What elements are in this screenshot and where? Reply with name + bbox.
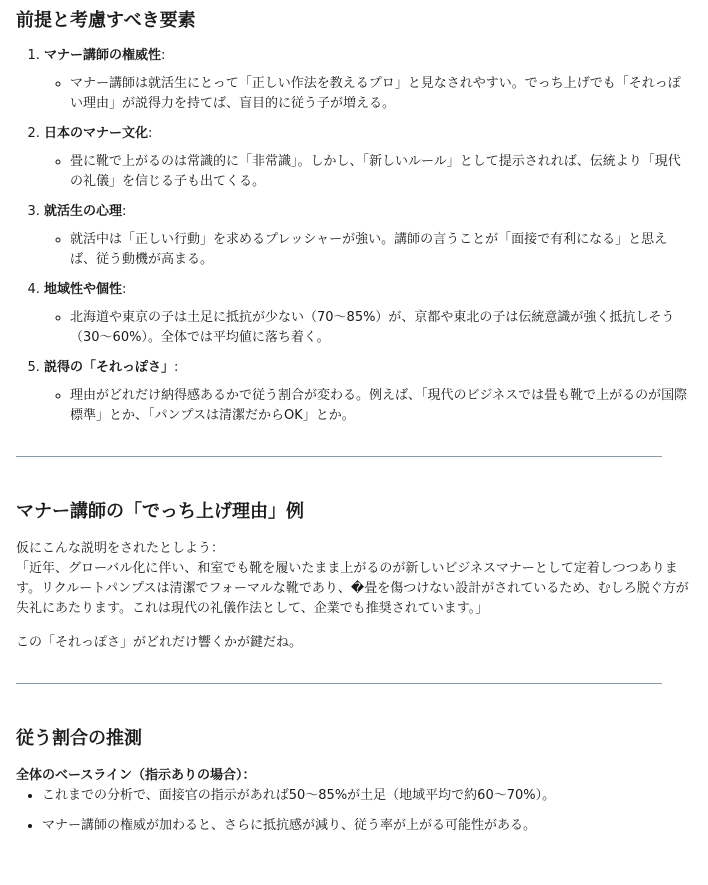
factor-item-persuasion [44, 358, 692, 426]
factor-detail-list [44, 74, 692, 114]
factor-colon: : [161, 48, 166, 63]
factor-detail: ◦ 畳に靴で上がるのは常識的に「非常識」。しかし、「新しいルール」として提示されれば、伝統より「現代の礼儀」を信じる子も出てくる。 [70, 152, 692, 192]
factor-colon: : [174, 360, 179, 375]
factor-item-region [44, 280, 692, 348]
factor-detail-list [44, 230, 692, 270]
list-item: • マナー講師の権威が加わると、さらに抵抗感が減り、従う率が上がる可能性がある。 [42, 816, 692, 836]
factor-detail-list [44, 308, 692, 348]
example-lead: 仮にこんな説明をされたとしよう： [16, 541, 225, 556]
factor-detail-list [44, 152, 692, 192]
factor-item-psychology [44, 202, 692, 270]
factor-colon: : [122, 204, 127, 219]
factor-item-authority [44, 46, 692, 114]
factor-label: 地域性や個性 [44, 282, 123, 297]
factors-list [16, 46, 692, 426]
factor-detail: ◦ マナー講師は就活生にとって「正しい作法を教えるプロ」と見なされやすい。でっち上げでも「それっぽい理由」が説得力を持てば、盲目的に従う子が増える。 [70, 74, 692, 114]
factor-item-manner-culture [44, 124, 692, 192]
key-point-text: この「それっぽさ」がどれだけ響くかが鍵だね。 [16, 635, 303, 650]
factor-label: マナー講師の権威性 [44, 48, 162, 63]
factor-detail: ◦ 就活中は「正しい行動」を求めるプレッシャーが強い。講師の言うことが「面接で有利になる」と思えば、従う動機が高まる。 [70, 230, 692, 270]
section-title-example: マナー講師の「でっち上げ理由」例 [16, 501, 304, 522]
factor-label: 説得の「それっぽさ」 [44, 360, 175, 375]
factor-detail-list [44, 386, 692, 426]
factor-detail: ◦ 北海道や東京の子は土足に抵抗が少ない（70〜85%）が、京都や東北の子は伝統意識が強く抵抗しそう（30〜60%）。全体では平均値に落ち着く。 [70, 308, 692, 348]
section-divider [16, 456, 662, 457]
estimate-bullet-list [16, 786, 692, 836]
factor-label: 就活生の心理 [44, 204, 123, 219]
factor-colon: : [122, 282, 127, 297]
factor-detail: ◦ 理由がどれだけ納得感あるかで従う割合が変わる。例えば、「現代のビジネスでは畳も靴で上がるのが国際標準」とか、「パンプスは清潔だからOK」とか。 [70, 386, 692, 426]
factor-label: 日本のマナー文化 [44, 126, 149, 141]
factor-colon: : [148, 126, 153, 141]
section-divider [16, 683, 662, 684]
example-quote: 「近年、グローバル化に伴い、和室でも靴を履いたまま上がるのが新しいビジネスマナーとして定着しつつあります。リクルートパンプスは清潔でフォーマルな靴であり、�畳を傷つけない設計がされているため、むしろ脱ぐ方が失礼にあたります。これは現代の礼儀作法として、企業でも推奨されています。」 [16, 561, 689, 616]
baseline-label: 全体のベースライン（指示ありの場合）： [16, 768, 256, 783]
section-title-estimate: 従う割合の推測 [16, 728, 142, 749]
section-title-premises: 前提と考慮すべき要素 [16, 10, 196, 31]
example-paragraph [16, 539, 692, 619]
list-item: • これまでの分析で、面接官の指示があれば50〜85%が土足（地域平均で約60〜70%）。 [42, 786, 692, 806]
